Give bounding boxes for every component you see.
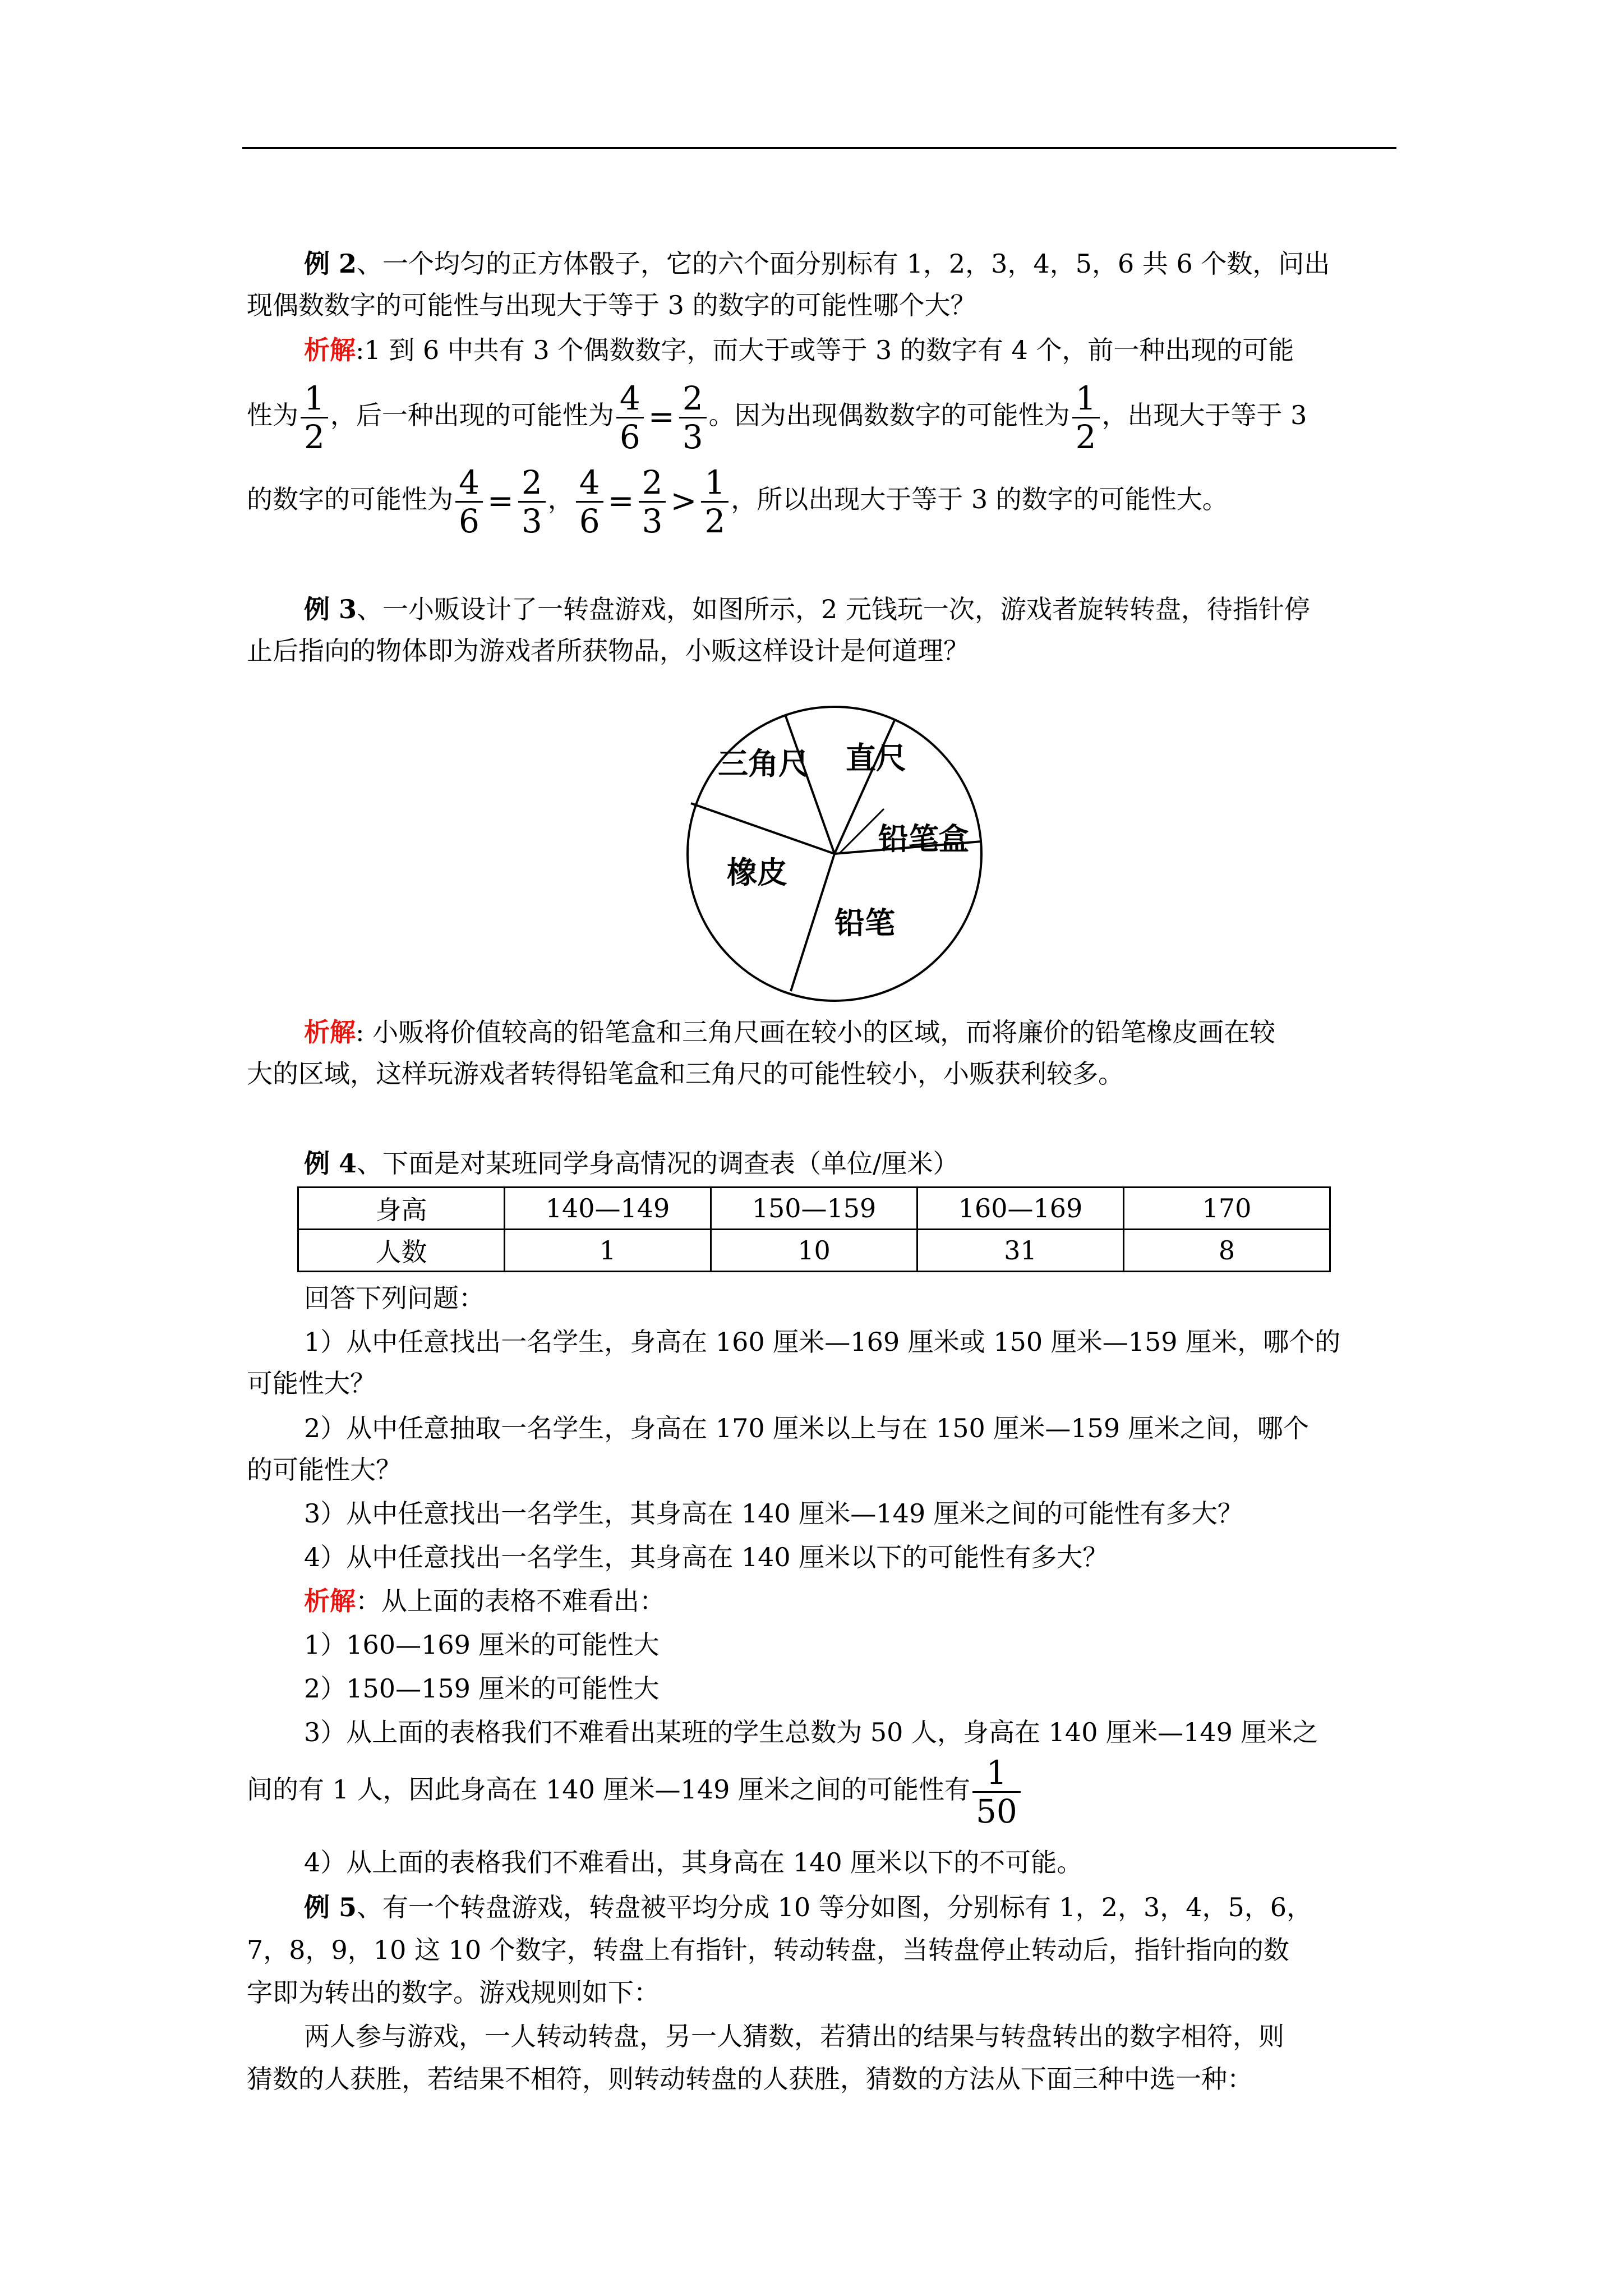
table-row — [298, 1188, 1330, 1230]
spinner-divider — [691, 803, 834, 854]
table-cell: 人数 — [298, 1230, 505, 1272]
fraction: $\frac{1}{50}$ — [972, 1754, 1021, 1830]
ex4-title: 例 4、下面是对某班同学身高情况的调查表（单位/厘米） — [304, 1148, 959, 1179]
fraction: $\frac{2}{3}$ — [679, 380, 707, 455]
ex2-analysis-line-3: 的数字的可能性为 $\frac{4}{6}$ = $\frac{2}{3}$ ， $\frac{4}{6}$ = $\frac{2}{3}$ > $\frac{1}{2}$ ，所以出现大于等于 3 的数字的可能性大。 — [247, 463, 1228, 540]
ex5-label: 例 5 — [304, 1892, 357, 1922]
ex4-q4: 4）从中任意找出一名学生，其身高在 140 厘米以下的可能性有多大？ — [304, 1542, 1109, 1572]
table-cell: 10 — [711, 1230, 917, 1272]
spinner-label-eraser: 橡皮 — [727, 855, 787, 890]
spinner-label-ruler: 直尺 — [846, 740, 906, 776]
ex4-answer-prompt: 回答下列问题： — [304, 1283, 485, 1313]
ex4-q1-line-1: 1）从中任意找出一名学生，身高在 160 厘米—169 厘米或 150 厘米—159 厘米，哪个的 — [304, 1327, 1341, 1357]
ex4-a4: 4）从上面的表格我们不难看出，其身高在 140 厘米以下的不可能。 — [304, 1847, 1083, 1878]
ex4-a3-line-1: 3）从上面的表格我们不难看出某班的学生总数为 50 人，身高在 140 厘米—149 厘米之 — [304, 1717, 1318, 1747]
fraction: $\frac{1}{2}$ — [701, 464, 728, 540]
fraction: $\frac{2}{3}$ — [518, 464, 546, 540]
fraction: $\frac{1}{2}$ — [1072, 380, 1100, 455]
ex4-label: 例 4 — [304, 1148, 357, 1179]
analysis-label: 析解 — [304, 1586, 356, 1616]
ex3-line-2: 止后指向的物体即为游戏者所获物品，小贩这样设计是何道理？ — [247, 636, 969, 666]
fraction: $\frac{4}{6}$ — [616, 380, 644, 455]
ex5-line-5: 猜数的人获胜，若结果不相符，则转动转盘的人获胜，猜数的方法从下面三种中选一种： — [247, 2064, 1253, 2094]
ex2-analysis-line-2: 性为 $\frac{1}{2}$ ，后一种出现的可能性为 $\frac{4}{6}$ = $\frac{2}{3}$ 。因为出现偶数数字的可能性为 $\frac{1}{2}$ ，出现大于等于 3 — [247, 379, 1307, 456]
ex3-analysis-line-2: 大的区域，这样玩游戏者转得铅笔盒和三角尺的可能性较小，小贩获利较多。 — [247, 1059, 1124, 1089]
header-rule — [242, 147, 1396, 149]
height-survey-table — [297, 1186, 1331, 1272]
spinner-label-pencil-case: 铅笔盒 — [878, 821, 969, 857]
ex4-a1: 1）160—169 厘米的可能性大 — [304, 1630, 660, 1660]
ex3-analysis-line-1: 析解: 小贩将价值较高的铅笔盒和三角尺画在较小的区域，而将廉价的铅笔橡皮画在较 — [304, 1017, 1276, 1047]
ex2-analysis-line-1: 析解:1 到 6 中共有 3 个偶数数字，而大于或等于 3 的数字有 4 个，前一种出现的可能 — [304, 335, 1294, 365]
table-cell: 170 — [1124, 1188, 1330, 1230]
ex4-q2-line-1: 2）从中任意抽取一名学生，身高在 170 厘米以上与在 150 厘米—159 厘米之间，哪个 — [304, 1413, 1309, 1443]
table-cell: 31 — [917, 1230, 1124, 1272]
fraction: $\frac{1}{2}$ — [301, 380, 328, 455]
fraction: $\frac{4}{6}$ — [576, 464, 603, 540]
spinner-divider — [785, 715, 834, 854]
ex2-line-1: 例 2、一个均匀的正方体骰子，它的六个面分别标有 1，2，3，4，5，6 共 6 个数，问出 — [304, 249, 1330, 279]
ex4-analysis-intro: 析解：从上面的表格不难看出： — [304, 1586, 665, 1616]
ex4-q1-line-2: 可能性大？ — [247, 1368, 376, 1398]
table-cell: 140—149 — [505, 1188, 711, 1230]
ex4-q2-line-2: 的可能性大？ — [247, 1455, 402, 1485]
ex5-line-2: 7，8，9，10 这 10 个数字，转盘上有指针，转动转盘，当转盘停止转动后，指针指向的数 — [247, 1935, 1289, 1965]
spinner-diagram — [683, 702, 986, 1005]
analysis-label: 析解 — [304, 335, 356, 365]
table-cell: 8 — [1124, 1230, 1330, 1272]
spinner-label-triangle-ruler: 三角尺 — [718, 746, 809, 781]
ex4-a3-line-2: 间的有 1 人，因此身高在 140 厘米—149 厘米之间的可能性有 $\frac{1}{50}$ — [247, 1750, 1023, 1829]
ex4-a2: 2）150—159 厘米的可能性大 — [304, 1673, 660, 1704]
table-cell: 150—159 — [711, 1188, 917, 1230]
ex5-line-4: 两人参与游戏，一人转动转盘，另一人猜数，若猜出的结果与转盘转出的数字相符，则 — [304, 2021, 1284, 2051]
spinner-divider — [791, 854, 834, 991]
fraction: $\frac{2}{3}$ — [639, 464, 666, 540]
ex5-line-1: 例 5、有一个转盘游戏，转盘被平均分成 10 等分如图，分别标有 1，2，3，4，5，6， — [304, 1892, 1313, 1922]
ex3-line-1: 例 3、一小贩设计了一转盘游戏，如图所示，2 元钱玩一次，游戏者旋转转盘，待指针停 — [304, 594, 1310, 624]
table-cell: 身高 — [298, 1188, 505, 1230]
ex2-line-2: 现偶数数字的可能性与出现大于等于 3 的数字的可能性哪个大？ — [247, 290, 976, 320]
fraction: $\frac{4}{6}$ — [455, 464, 483, 540]
table-row — [298, 1230, 1330, 1272]
table-cell: 160—169 — [917, 1188, 1124, 1230]
ex3-label: 例 3 — [304, 594, 357, 624]
table-cell: 1 — [505, 1230, 711, 1272]
ex4-q3: 3）从中任意找出一名学生，其身高在 140 厘米—149 厘米之间的可能性有多大？ — [304, 1498, 1243, 1529]
spinner-label-pencil: 铅笔 — [834, 905, 895, 941]
ex5-line-3: 字即为转出的数字。游戏规则如下： — [247, 1977, 660, 2008]
analysis-label: 析解 — [304, 1017, 356, 1047]
ex2-label: 例 2 — [304, 249, 357, 279]
